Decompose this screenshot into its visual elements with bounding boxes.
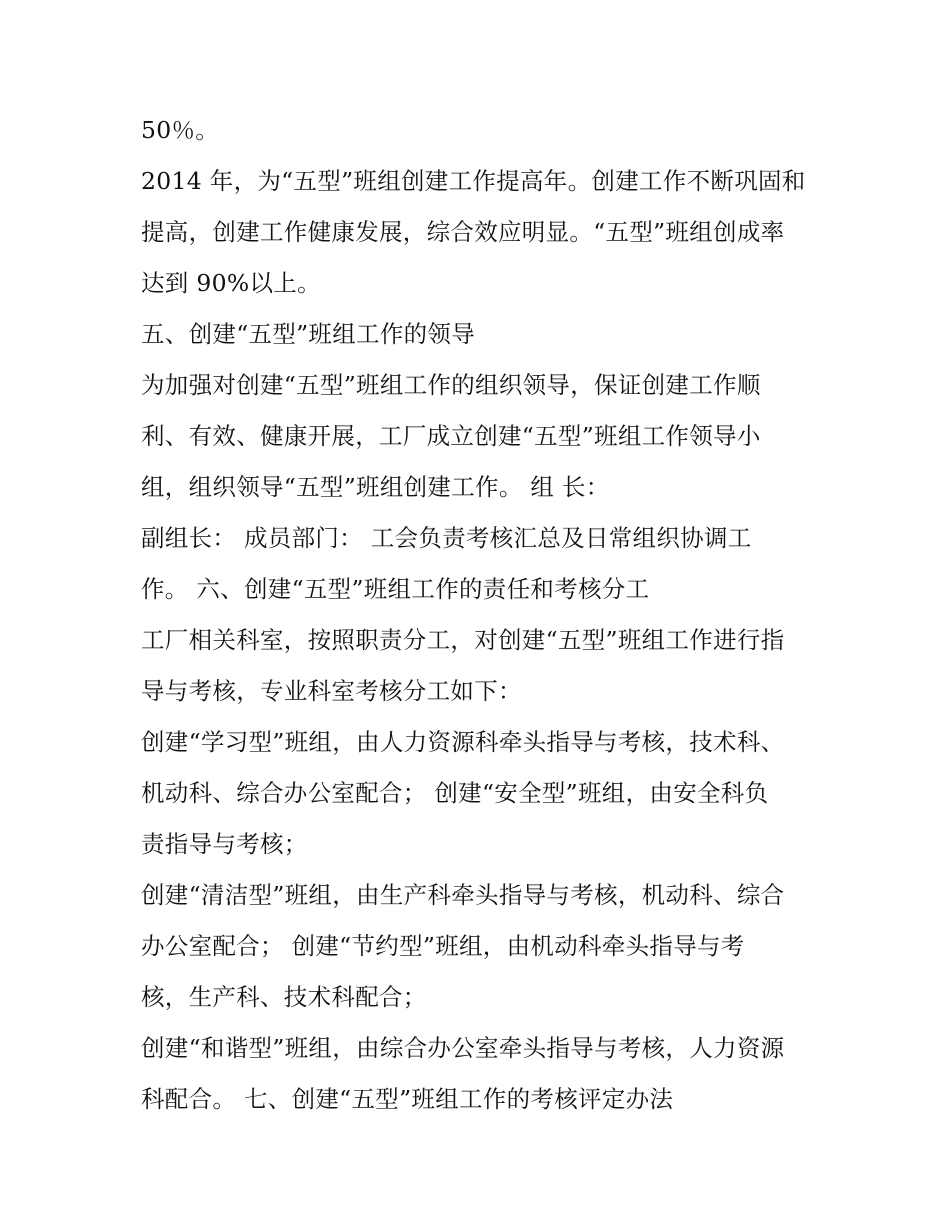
text-line: 提高，创建工作健康发展，综合效应明显。“五型”班组创成率 [141,218,785,246]
text-line: 50％。 [141,116,220,144]
text-line: 副组长： 成员部门： 工会负责考核汇总及日常组织协调工 [141,524,752,552]
text-line: 科配合。 七、创建“五型”班组工作的考核评定办法 [141,1085,674,1113]
text-line: 达到 90%以上。 [141,269,321,297]
section-heading: 五、创建“五型”班组工作的领导 [141,320,476,348]
text-line: 创建“清洁型”班组，由生产科牵头指导与考核，机动科、综合 [141,881,785,909]
text-line: 办公室配合； 创建“节约型”班组，由机动科牵头指导与考 [141,932,745,960]
text-line: 为加强对创建“五型”班组工作的组织领导，保证创建工作顺 [141,371,761,399]
text-line: 2014 年，为“五型”班组创建工作提高年。创建工作不断巩固和 [141,167,806,195]
text-line: 工厂相关科室，按照职责分工，对创建“五型”班组工作进行指 [141,626,785,654]
text-line: 组，组织领导“五型”班组创建工作。 组 长： [141,473,610,501]
text-line: 作。 六、创建“五型”班组工作的责任和考核分工 [141,575,650,603]
text-line: 创建“和谐型”班组，由综合办公室牵头指导与考核，人力资源 [141,1034,785,1062]
text-line: 利、有效、健康开展，工厂成立创建“五型”班组工作领导小 [141,422,761,450]
text-line: 导与考核，专业科室考核分工如下： [141,677,522,705]
text-line: 机动科、综合办公室配合； 创建“安全型”班组，由安全科负 [141,779,769,807]
text-line: 核，生产科、技术科配合； [141,983,427,1011]
text-line: 创建“学习型”班组，由人力资源科牵头指导与考核，技术科、 [141,728,785,756]
text-line: 责指导与考核； [141,830,308,858]
